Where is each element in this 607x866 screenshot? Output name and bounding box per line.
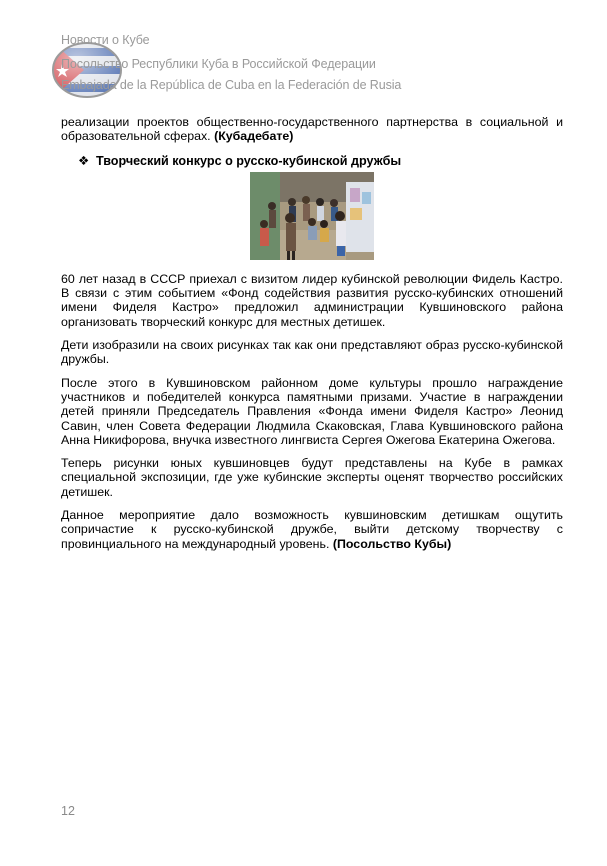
page-header — [0, 0, 607, 110]
article-heading — [78, 154, 563, 168]
article-paragraph-5 — [61, 508, 563, 551]
article-photo-container — [61, 172, 563, 260]
header-embassy-ru: Посольство Республики Куба в Российской Федерации — [61, 57, 376, 71]
article-paragraph-3: После этого в Кувшиновском районном доме культуры прошло награждение участников и победителей конкурса памятными призами. Участие в награждении детей приняли Председатель Правления «Фонда имени Фиделя Кастро» Леонид Савин, член Совета Федерации Людмила Скаковская, Глава Кувшиновского района Анна Никифорова, внучка известного лингвиста Сергея Ожегова Екатерина Ожегова. — [61, 375, 563, 447]
page-number: 12 — [61, 804, 75, 818]
article-photo — [250, 172, 374, 260]
header-title: Новости о Кубе — [61, 33, 150, 47]
intro-paragraph — [61, 115, 563, 144]
bullet-icon: ❖ — [78, 153, 90, 168]
last-paragraph-text: Данное мероприятие дало возможность кувшиновским детишкам ощутить сопричастие к русско-кубинской дружбе, выйти детскому творчеству с провинциального на международный уровень. — [61, 508, 563, 551]
article-paragraph-2: Дети изобразили на своих рисунках так как они представляют образ русско-кубинской дружбы. — [61, 338, 563, 367]
header-embassy-es: Embajada de la República de Cuba en la Federación de Rusia — [61, 78, 402, 92]
article-title: Творческий конкурс о русско-кубинской дружбы — [96, 153, 402, 168]
intro-source: (Кубадебате) — [214, 129, 294, 144]
page-content — [61, 115, 563, 560]
article-paragraph-1: 60 лет назад в СССР приехал с визитом лидер кубинской революции Фидель Кастро. В связи с этим событием «Фонд содействия развития русско-кубинских отношений имени Фиделя Кастро» предложил администрации Кувшиновского района организовать творческий конкурс для местных детишек. — [61, 271, 563, 329]
intro-text: реализации проектов общественно-государственного партнерства в социальной и образовательной сферах. — [61, 115, 563, 144]
last-paragraph-source: (Посольство Кубы) — [332, 536, 452, 551]
article-paragraph-4: Теперь рисунки юных кувшиновцев будут представлены на Кубе в рамках специальной экспозиции, где уже кубинские эксперты оценят творчество российских детишек. — [61, 456, 563, 499]
